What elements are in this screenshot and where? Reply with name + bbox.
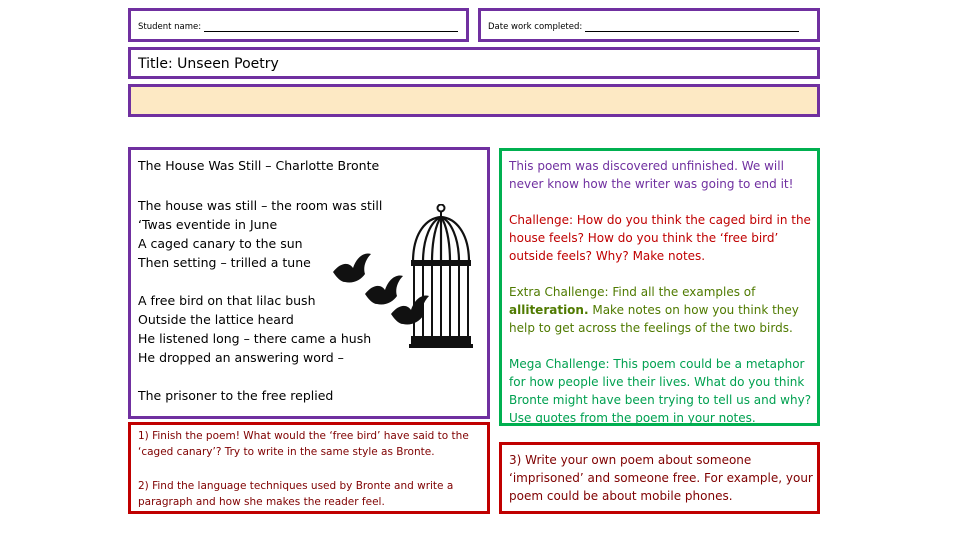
challenge-task: Challenge: How do you think the caged bird in the house feels? How do you think the ‘free bird’ outside feels? Why? Make notes.	[509, 213, 811, 263]
learning-objective-box	[128, 84, 820, 117]
poem-stanza-3	[138, 386, 333, 405]
own-poem-task: 3) Write your own poem about someone ‘imprisoned’ and someone free. For example, your poem could be about mobile phones.	[509, 453, 813, 503]
poem-intro-note: This poem was discovered unfinished. We will never know how the writer was going to end it!	[509, 159, 794, 191]
poem-line: A free bird on that lilac bush	[138, 293, 316, 308]
page-title: Title: Unseen Poetry	[138, 56, 279, 72]
student-name-label: Student name:	[138, 22, 202, 32]
student-name-box	[128, 8, 469, 42]
poem-line: ‘Twas eventide in June	[138, 217, 278, 232]
poem-line: He listened long – there came a hush	[138, 331, 372, 346]
learning-objective-fill[interactable]	[131, 87, 817, 114]
extra-challenge-keyword: alliteration.	[509, 303, 589, 317]
student-name-line[interactable]	[204, 23, 458, 32]
task-finish-poem: 1) Finish the poem! What would the ‘free bird’ have said to the ‘caged canary’? Try to write in the same style as Bronte.	[138, 430, 469, 458]
poem-title: The House Was Still – Charlotte Bronte	[138, 158, 380, 173]
title-box	[128, 47, 820, 79]
own-poem-box	[499, 442, 820, 514]
poem-line: The prisoner to the free replied	[138, 388, 334, 403]
poem-tasks-box	[128, 422, 490, 514]
poem-line: Then setting – trilled a tune	[138, 255, 311, 270]
student-name-field[interactable]	[138, 22, 458, 32]
poem-line: He dropped an answering word –	[138, 350, 344, 365]
date-completed-line[interactable]	[585, 23, 799, 32]
extra-challenge-text-end: Make notes on how you think they help to get across the feelings of the two birds.	[509, 303, 799, 335]
date-completed-field[interactable]	[488, 22, 799, 32]
date-completed-box	[478, 8, 820, 42]
poem-box	[128, 147, 490, 419]
mega-challenge-task: Mega Challenge: This poem could be a metaphor for how people live their lives. What do you think Bronte might have been trying to tell us and why? Use quotes from the poem in your notes.	[509, 357, 812, 425]
poem-line: The house was still – the room was still	[138, 198, 383, 213]
extra-challenge-text-start: Extra Challenge: Find all the examples of	[509, 285, 756, 299]
date-completed-label: Date work completed:	[488, 22, 583, 32]
task-language-techniques: 2) Find the language techniques used by Bronte and write a paragraph and how she makes the reader feel.	[138, 480, 454, 508]
poem-line: A caged canary to the sun	[138, 236, 303, 251]
poem-line: Outside the lattice heard	[138, 312, 294, 327]
birdcage-illustration	[331, 204, 486, 354]
challenges-box	[499, 148, 820, 426]
extra-challenge-task	[509, 283, 814, 337]
